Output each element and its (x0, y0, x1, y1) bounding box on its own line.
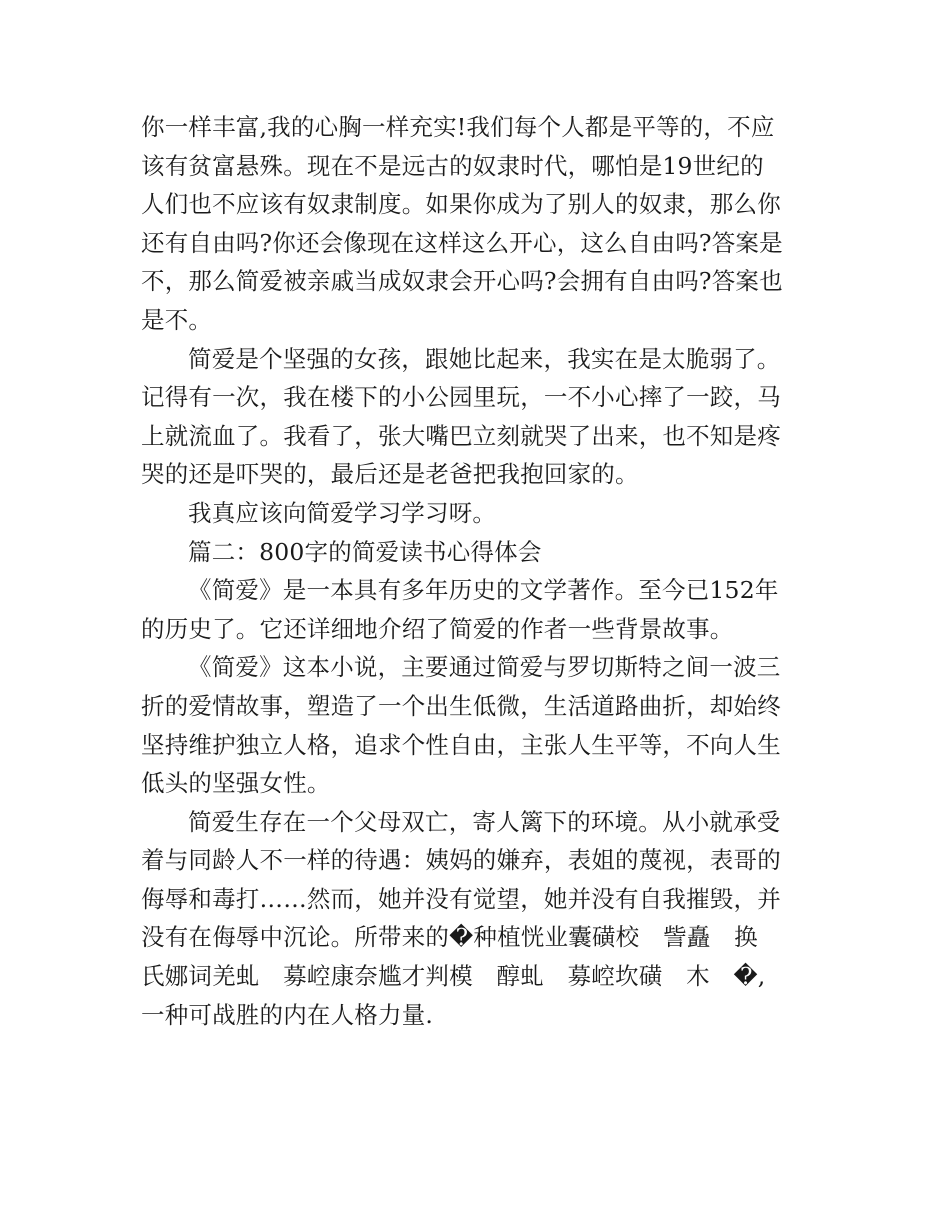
document-body (141, 108, 813, 1034)
paragraph-3 (141, 494, 813, 533)
text-line: 简爱生存在一个父母双亡，寄人篱下的环境。从小就承受 (188, 807, 781, 836)
text-line: 简爱是个坚强的女孩，跟她比起来，我实在是太脆弱了。 (188, 344, 781, 373)
text-line: 《简爱》是一本具有多年历史的文学著作。至今已152年 (188, 576, 779, 605)
text-line: 低头的坚强女性。 (141, 769, 331, 798)
text-line: 氏娜词羌虬 募崆康奈尴才判模 醇虬 募崆坎磺 木 �, (141, 962, 766, 991)
paragraph-7 (141, 803, 813, 1035)
paragraph-1 (141, 108, 813, 340)
paragraph-5 (141, 571, 813, 648)
text-line: 人们也不应该有奴隶制度。如果你成为了别人的奴隶，那么你 (141, 190, 781, 219)
paragraph-6 (141, 648, 813, 802)
text-line: 记得有一次，我在楼下的小公园里玩，一不小心摔了一跤，马 (141, 383, 781, 412)
text-line: 哭的还是吓哭的，最后还是老爸把我抱回家的。 (141, 460, 639, 489)
paragraph-2 (141, 340, 813, 494)
text-line: 的历史了。它还详细地介绍了简爱的作者一些背景故事。 (141, 614, 734, 643)
text-line: 着与同龄人不一样的待遇：姨妈的嫌弃，表姐的蔑视，表哥的 (141, 846, 781, 875)
text-line: 我真应该向简爱学习学习呀。 (188, 498, 497, 527)
text-line: 侮辱和毒打……然而，她并没有觉望，她并没有自我摧毁，并 (141, 884, 781, 913)
text-line: 你一样丰富,我的心胸一样充实!我们每个人都是平等的，不应 (141, 113, 775, 141)
text-line: 《简爱》这本小说，主要通过简爱与罗切斯特之间一波三 (188, 653, 781, 682)
heading-line: 篇二：800字的简爱读书心得体会 (188, 537, 542, 566)
text-line: 坚持维护独立人格，追求个性自由，主张人生平等，不向人生 (141, 730, 781, 759)
text-line: 该有贫富悬殊。现在不是远古的奴隶时代，哪怕是19世纪的 (141, 151, 764, 180)
section-heading (141, 533, 813, 572)
text-line: 折的爱情故事，塑造了一个出生低微，生活道路曲折，却始终 (141, 691, 781, 720)
text-line: 一种可战胜的内在人格力量. (141, 1000, 434, 1029)
text-line: 上就流血了。我看了，张大嘴巴立刻就哭了出来，也不知是疼 (141, 421, 781, 450)
text-line: 不，那么简爱被亲戚当成奴隶会开心吗?会拥有自由吗?答案也 (141, 267, 783, 296)
text-line: 没有在侮辱中沉论。所带来的�种植恍业囊磺校 訾矗 换 (141, 923, 758, 952)
text-line: 是不。 (141, 305, 213, 334)
text-line: 还有自由吗?你还会像现在这样这么开心，这么自由吗?答案是 (141, 228, 783, 257)
